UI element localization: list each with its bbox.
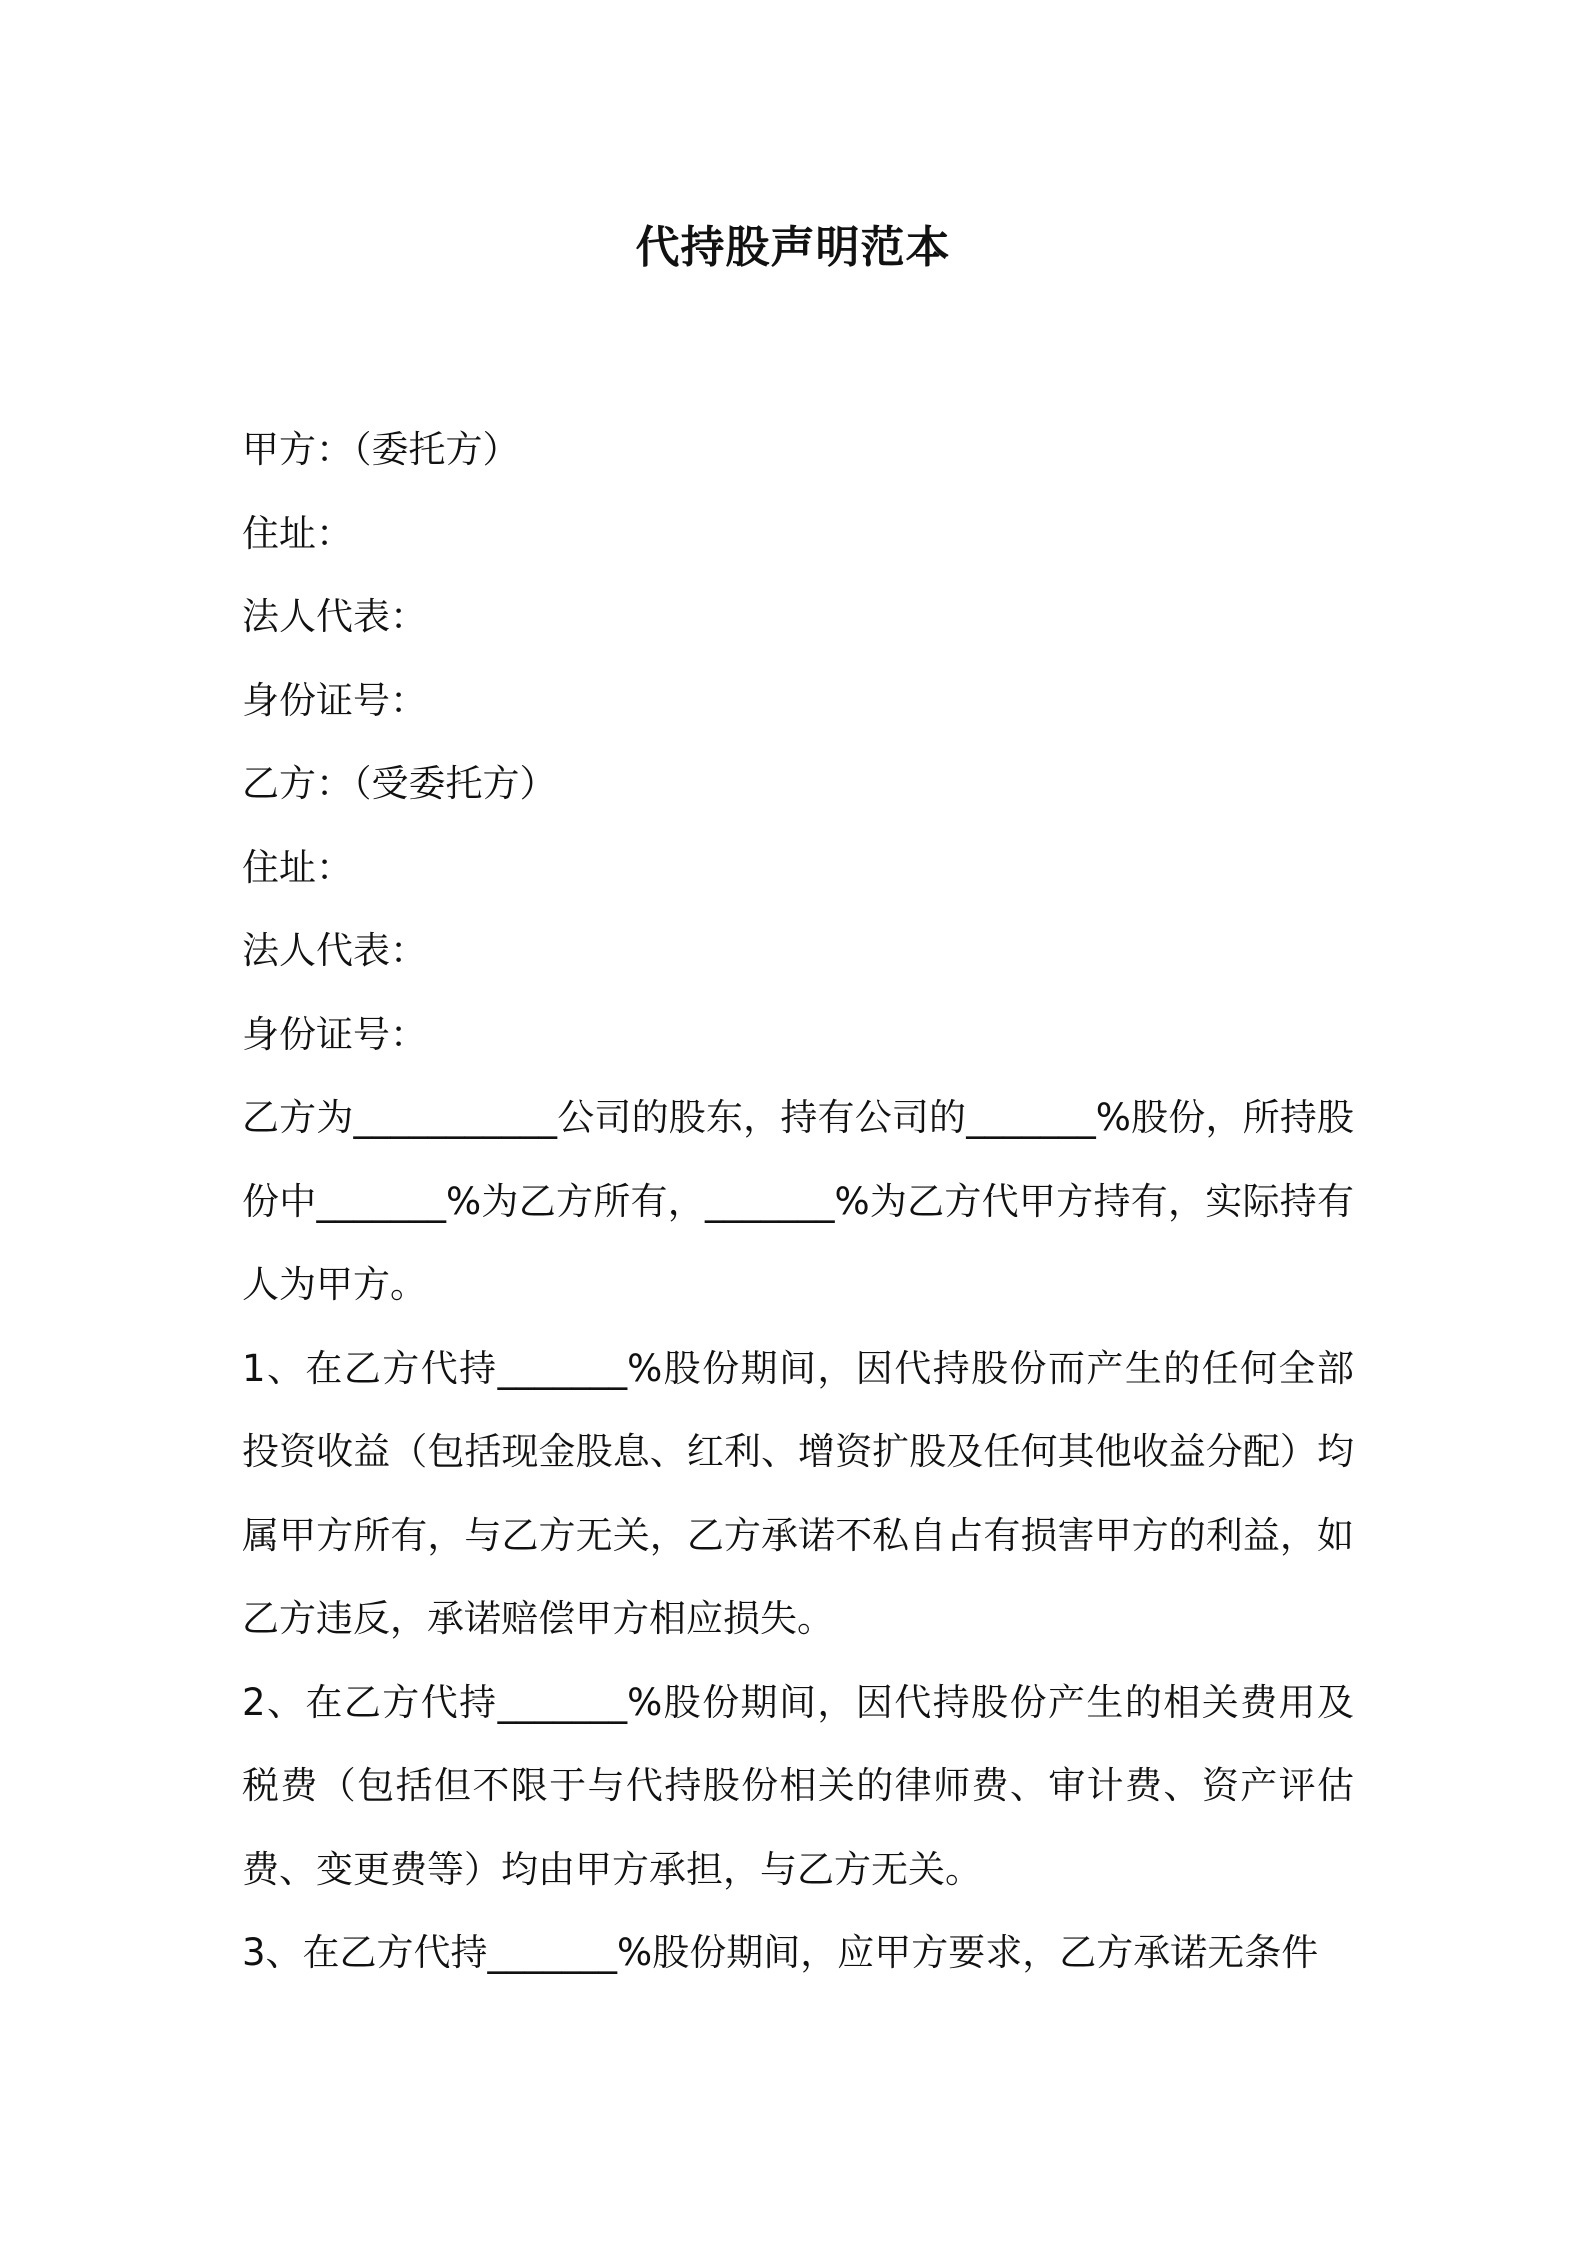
clause-3: 3、在乙方代持_______%股份期间，应甲方要求，乙方承诺无条件	[242, 1931, 1319, 1974]
clause-2: 2、在乙方代持_______%股份期间，因代持股份产生的相关费用及税费（包括但不限于与代持股份相关的律师费、审计费、资产评估费、变更费等）均由甲方承担，与乙方无关。	[242, 1680, 1354, 1891]
party-b-address-label: 住址：	[242, 845, 353, 889]
party-a-heading: 甲方：（委托方）	[242, 428, 520, 471]
intro-paragraph: 乙方为___________公司的股东，持有公司的_______%股份，所持股份中_______%为乙方所有，_______%为乙方代甲方持有，实际持有人为甲方。	[242, 1096, 1354, 1306]
party-a-id-label: 身份证号：	[242, 678, 427, 722]
document-title: 代持股声明范本	[635, 222, 951, 273]
clause-1: 1、在乙方代持_______%股份期间，因代持股份而产生的任何全部投资收益（包括现金股息、红利、增资扩股及任何其他收益分配）均属甲方所有，与乙方无关，乙方承诺不私自占有损害甲方的利益，如乙方违反，承诺赔偿甲方相应损失。	[242, 1346, 1354, 1640]
party-b-id-label: 身份证号：	[242, 1012, 427, 1056]
party-a-address-label: 住址：	[242, 511, 353, 555]
party-a-legal-rep-label: 法人代表：	[242, 595, 427, 638]
document-body	[242, 408, 1354, 1995]
party-b-legal-rep-label: 法人代表：	[242, 929, 427, 972]
party-b-heading: 乙方：（受委托方）	[242, 762, 557, 805]
